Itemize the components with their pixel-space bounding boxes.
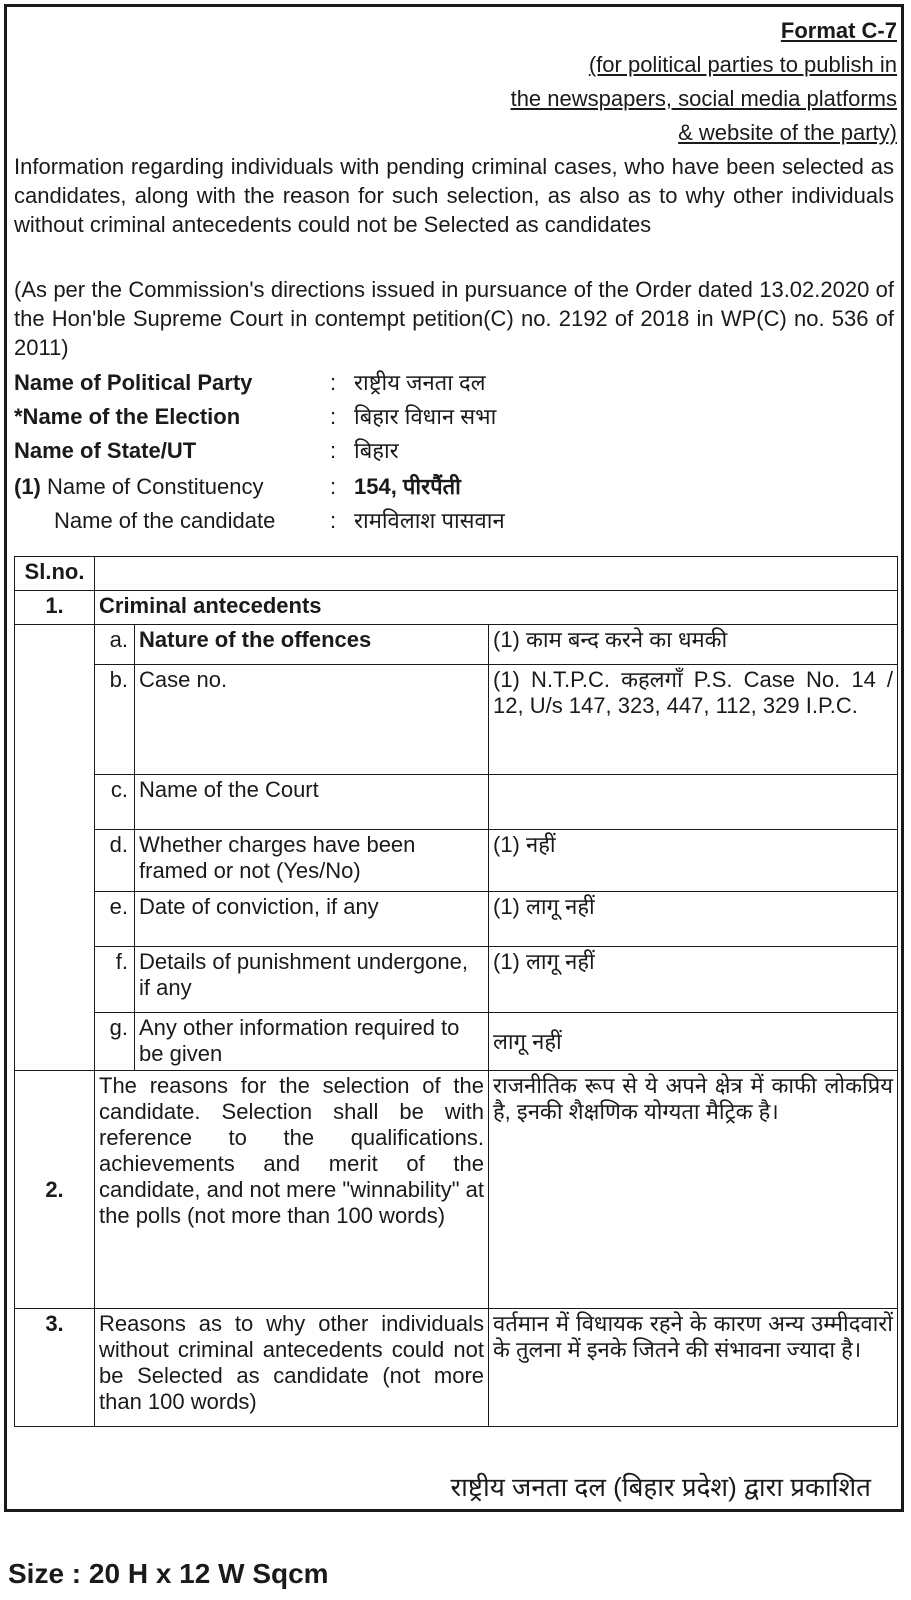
table-row — [15, 1013, 898, 1071]
intro-paragraph: Information regarding individuals with pending criminal cases, who have been selected as candidates, along with the reason for such selection, as also as to why other individuals without criminal antecedents could not be Selected as candidates — [14, 154, 894, 237]
table-row — [15, 591, 898, 625]
format-subtitle-line-3: & website of the party) — [678, 120, 897, 145]
table-row — [15, 775, 898, 830]
state-label: Name of State/UT — [14, 438, 197, 463]
candidate-value: रामविलाश पासवान — [354, 508, 505, 533]
slno-header: Sl.no. — [15, 557, 95, 591]
sub-letter: b. — [95, 665, 135, 775]
sub-letter: f. — [95, 947, 135, 1013]
sub-letter: a. — [95, 625, 135, 665]
party-value: राष्ट्रीय जनता दल — [354, 370, 486, 395]
state-row — [14, 434, 614, 468]
format-subtitle-line-2: the newspapers, social media platforms — [510, 86, 897, 111]
row-number: 3. — [15, 1309, 95, 1427]
party-row — [14, 366, 614, 400]
table-row — [15, 947, 898, 1013]
election-label: *Name of the Election — [14, 404, 241, 429]
sub-label: Whether charges have been framed or not (Yes/No) — [135, 830, 489, 892]
sub-value: (1) N.T.P.C. कहलगाँ P.S. Case No. 14 / 12, U/s 147, 323, 447, 112, 329 I.P.C. — [489, 665, 898, 775]
sub-value — [489, 775, 898, 830]
sub-letter: g. — [95, 1013, 135, 1071]
sub-label: Nature of the offences — [135, 625, 489, 665]
table-row — [15, 830, 898, 892]
sub-label: Name of the Court — [135, 775, 489, 830]
sub-value: (1) काम बन्द करने का धमकी — [489, 625, 898, 665]
ad-size: Size : 20 H x 12 W Sqcm — [8, 1558, 329, 1589]
constituency-row — [14, 470, 614, 504]
row-number: 1. — [15, 591, 95, 625]
candidate-row — [14, 504, 614, 538]
row-number: 2. — [15, 1071, 95, 1309]
sub-label: Details of punishment undergone, if any — [135, 947, 489, 1013]
state-value: बिहार — [354, 438, 399, 463]
sub-letter: e. — [95, 892, 135, 947]
sub-value: (1) लागू नहीं — [489, 947, 898, 1013]
table-row — [15, 892, 898, 947]
candidate-label: Name of the candidate — [54, 508, 276, 533]
colon: : — [330, 474, 337, 499]
colon: : — [330, 370, 337, 395]
colon: : — [330, 508, 337, 533]
sub-value: (1) लागू नहीं — [489, 892, 898, 947]
constituency-number: (1) — [14, 474, 41, 499]
table-row — [15, 665, 898, 775]
sub-label: Date of conviction, if any — [135, 892, 489, 947]
table-row — [15, 1071, 898, 1309]
election-value: बिहार विधान सभा — [354, 404, 497, 429]
constituency-label-group — [14, 470, 263, 504]
other-candidates-reason-value: वर्तमान में विधायक रहने के कारण अन्य उम्मीदवारों के तुलना में इनके जितने की संभावना ज्यादा है। — [489, 1309, 898, 1427]
selection-reason-value: राजनीतिक रूप से ये अपने क्षेत्र में काफी लोकप्रिय है, इनकी शैक्षणिक योग्यता मैट्रिक है। — [489, 1071, 898, 1309]
colon: : — [330, 404, 337, 429]
sub-label: Any other information required to be given — [135, 1013, 489, 1071]
sub-letter: d. — [95, 830, 135, 892]
colon: : — [330, 438, 337, 463]
sub-value: लागू नहीं — [489, 1013, 898, 1071]
table-row — [15, 1309, 898, 1427]
sub-value: (1) नहीं — [489, 830, 898, 892]
format-title: Format C-7 — [780, 18, 897, 43]
blank-cell — [15, 625, 95, 1071]
format-subtitle-line-1: (for political parties to publish in — [588, 52, 897, 77]
constituency-label: Name of Constituency — [47, 474, 264, 499]
header-blank — [95, 557, 898, 591]
election-row — [14, 400, 614, 434]
party-label: Name of Political Party — [14, 370, 253, 395]
intro-directions: (As per the Commission's directions issued in pursuance of the Order dated 13.02.2020 of the Hon'ble Supreme Court in contempt petition(C) no. 2192 of 2018 in WP(C) no. 536 of 2011) — [14, 277, 894, 360]
section-title: Criminal antecedents — [95, 591, 898, 625]
sub-label: Case no. — [135, 665, 489, 775]
constituency-value: 154, पीरपैंती — [354, 474, 461, 499]
other-candidates-reason-label: Reasons as to why other individuals without criminal antecedents could not be Selected as candidate (not more than 100 words) — [95, 1309, 489, 1427]
table-header-row — [15, 557, 898, 591]
selection-reason-label: The reasons for the selection of the candidate. Selection shall be with reference to the qualifications. achievements and merit of the candidate, and not mere "winnability" at the polls (not more than 100 words) — [95, 1071, 489, 1309]
published-by: राष्ट्रीय जनता दल (बिहार प्रदेश) द्वारा प्रकाशित — [450, 1472, 871, 1502]
sub-letter: c. — [95, 775, 135, 830]
table-row — [15, 625, 898, 665]
criminal-antecedents-table — [14, 556, 898, 1427]
